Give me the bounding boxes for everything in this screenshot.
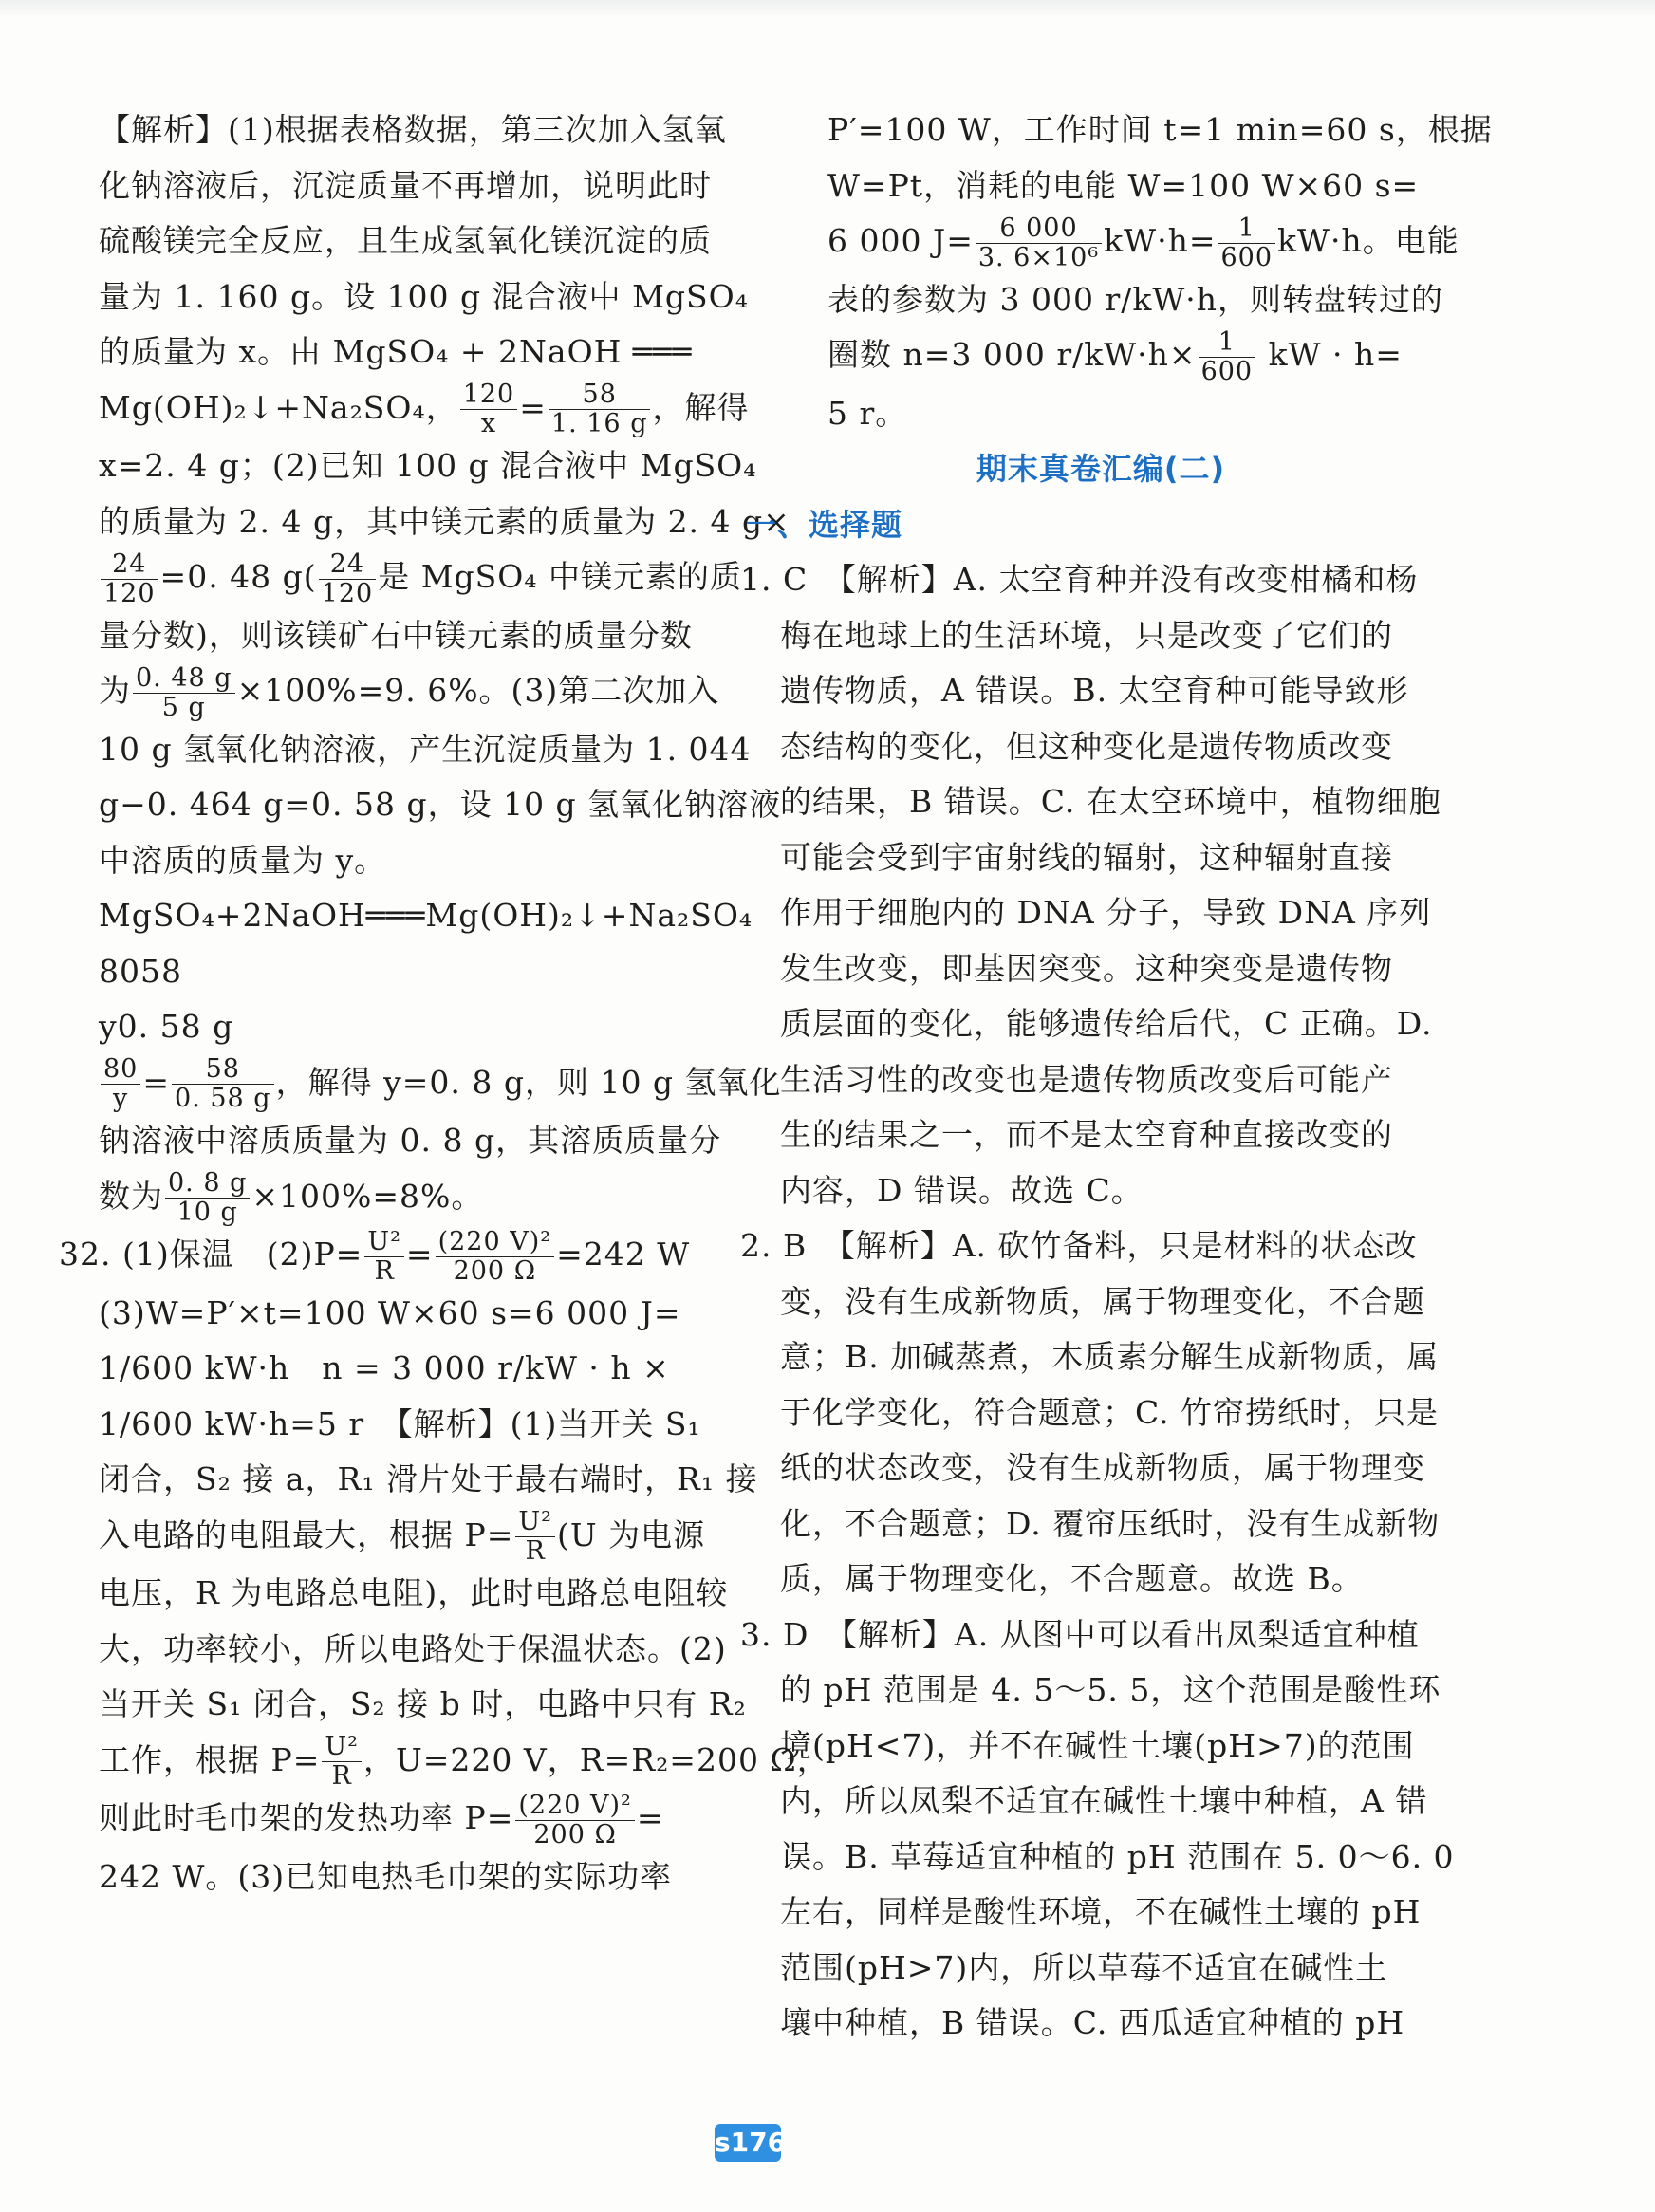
text-line: 的 pH 范围是 4. 5～5. 5，这个范围是酸性环 <box>780 1671 1441 1708</box>
denominator: 200 Ω <box>453 1255 537 1286</box>
eq-text: =242 W <box>556 1236 691 1273</box>
text-line: 的质量为 2. 4 g，其中镁元素的质量为 2. 4 g× <box>99 502 790 540</box>
fraction <box>319 550 377 608</box>
text-line: MgSO₄+2NaOH═══Mg(OH)₂↓+Na₂SO₄ <box>99 897 753 934</box>
question-3 <box>740 1608 1455 2052</box>
denominator: 10 g <box>177 1198 238 1227</box>
text-line: 境(pH<7)，并不在碱性土壤(pH>7)的范围 <box>780 1726 1415 1764</box>
fraction <box>101 1055 140 1113</box>
fraction <box>460 381 518 438</box>
fraction <box>436 1228 555 1286</box>
text-line: 的结果，B 错误。C. 在太空环境中，植物细胞 <box>780 783 1441 820</box>
text-line: 电压，R 为电路总电阻)，此时电路总电阻较 <box>99 1574 729 1611</box>
denominator: 120 <box>103 578 156 608</box>
denominator: 600 <box>1200 356 1254 386</box>
numerator: 1 <box>1218 214 1275 244</box>
equation-line <box>99 1169 697 1228</box>
eq-text: = <box>636 1799 664 1836</box>
text-line: 化钠溶液后，沉淀质量不再增加，说明此时 <box>99 166 712 204</box>
text-line: 化，不合题意；D. 覆帘压纸时，没有生成新物 <box>780 1504 1441 1542</box>
text-line: 壤中种植，B 错误。C. 西瓜适宜种植的 pH <box>780 2004 1405 2041</box>
text-line: (3)W=P′×t=100 W×60 s=6 000 J= <box>99 1293 681 1331</box>
text-line: 表的参数为 3 000 r/kW·h，则转盘转过的 <box>828 280 1444 318</box>
right-column <box>740 102 1493 2052</box>
equation-line: Mg(OH)₂↓+Na₂SO₄， $\frac{120}{x}$ = $\frac{58}{1. 16 g}$ ，解得 <box>99 380 750 438</box>
fraction <box>322 1733 362 1791</box>
text-line: 2. B 【解析】A. 砍竹备料，只是材料的状态改 <box>740 1227 1418 1264</box>
section-subhead: 一、选择题 <box>746 506 903 543</box>
eq-text: kW · h= <box>1257 336 1403 373</box>
text-line: 闭合，S₂ 接 a，R₁ 滑片处于最右端时，R₁ 接 <box>99 1460 758 1497</box>
text-line: 硫酸镁完全反应，且生成氢氧化镁沉淀的质 <box>99 222 712 259</box>
denominator: 1. 16 g <box>550 409 648 438</box>
text-line: 于化学变化，符合题意；C. 竹帘捞纸时，只是 <box>780 1393 1440 1431</box>
ratio-row <box>99 944 697 1000</box>
text-line: W=Pt，消耗的电能 W=100 W×60 s= <box>828 166 1420 204</box>
text-line: 当开关 S₁ 闭合，S₂ 接 b 时，电路中只有 R₂ <box>99 1685 747 1722</box>
denominator: R <box>331 1761 352 1791</box>
equation-line <box>99 548 742 608</box>
numerator: 0. 48 g <box>133 664 235 694</box>
text-line: 中溶质的质量为 y。 <box>99 841 387 879</box>
eq-text: 32. (1)保温 (2)P= <box>59 1236 363 1273</box>
text-line: 遗传物质，A 错误。B. 太空育种可能导致形 <box>780 672 1409 709</box>
text-line: g−0. 464 g=0. 58 g，设 10 g 氢氧化钠溶液 <box>99 786 782 823</box>
denominator: 200 Ω <box>533 1819 617 1850</box>
text-line: 左右，同样是酸性环境，不在碱性土壤的 pH <box>780 1893 1422 1930</box>
text-line: 变，没有生成新物质，属于物理变化，不合题 <box>780 1282 1425 1320</box>
eq-text: 6 000 J= <box>828 222 974 259</box>
fraction <box>1199 328 1256 386</box>
page-number: s176 <box>715 2124 781 2162</box>
eq-text: =0. 48 g( <box>159 558 317 595</box>
numerator: U² <box>322 1733 362 1762</box>
text-line: 1/600 kW·h=5 r 【解析】(1)当开关 S₁ <box>99 1404 701 1442</box>
section-title: 期末真卷汇编(二) <box>976 451 1226 487</box>
text-line: 3. D 【解析】A. 从图中可以看出凤梨适宜种植 <box>740 1615 1420 1653</box>
text-line: 内，所以凤梨不适宜在碱性土壤中种植，A 错 <box>780 1782 1428 1819</box>
fraction <box>364 1228 404 1286</box>
eq-text: 则此时毛巾架的发热功率 P= <box>99 1799 514 1836</box>
eq-text: 数为 <box>99 1177 163 1215</box>
question-1 <box>740 552 1441 1218</box>
fraction <box>165 1169 250 1227</box>
text-line: 梅在地球上的生活环境，只是改变了它们的 <box>780 616 1393 654</box>
ratio-row <box>99 999 697 1055</box>
numerator: U² <box>364 1228 404 1257</box>
equation-line <box>99 1791 697 1850</box>
ratio-cell: 58 <box>140 952 182 990</box>
eq-text: Mg(OH)₂↓+Na₂SO₄， <box>99 388 458 426</box>
equation-line <box>780 213 1460 272</box>
equation-line <box>59 1227 697 1286</box>
fraction <box>976 214 1102 272</box>
denominator: 5 g <box>161 692 206 722</box>
eq-text: ，解得 <box>652 388 750 426</box>
equation-line <box>99 1732 829 1792</box>
text-line: P′=100 W，工作时间 t=1 min=60 s，根据 <box>828 111 1493 148</box>
text-line: x=2. 4 g；(2)已知 100 g 混合液中 MgSO₄ <box>99 447 757 484</box>
text-line: 量分数)，则该镁矿石中镁元素的质量分数 <box>99 616 693 654</box>
numerator: (220 V)² <box>436 1228 555 1257</box>
ratio-cell: 80 <box>99 952 140 990</box>
fraction <box>172 1055 274 1113</box>
numerator: 1 <box>1199 328 1256 358</box>
numerator: 24 <box>319 550 377 580</box>
fraction <box>133 664 235 722</box>
text-line: 发生改变，即基因突变。这种突变是遗传物 <box>780 949 1393 987</box>
eq-text: 为 <box>99 672 131 709</box>
text-line: 生活习性的改变也是遗传物质改变后可能产 <box>780 1060 1393 1098</box>
equation-line <box>99 1507 706 1567</box>
denominator: 3. 6×10⁶ <box>977 242 1100 272</box>
eq-text: kW·h= <box>1104 222 1217 259</box>
numerator: 58 <box>172 1055 274 1085</box>
fraction <box>101 550 158 608</box>
eq-text: ×100%=8%。 <box>251 1177 484 1215</box>
equation-line <box>780 327 1422 386</box>
eq-text: (U 为电源 <box>556 1515 706 1553</box>
eq-text: = <box>405 1236 434 1273</box>
fraction <box>1218 214 1275 272</box>
top-shadow <box>0 0 1655 17</box>
eq-text: ，解得 y=0. 8 g，则 10 g 氢氧化 <box>275 1063 782 1101</box>
text-line: 10 g 氢氧化钠溶液，产生沉淀质量为 1. 044 <box>99 730 752 768</box>
text-line: 生的结果之一，而不是太空育种直接改变的 <box>780 1116 1393 1153</box>
question-2 <box>740 1218 1441 1608</box>
text-line: 意；B. 加碱蒸煮，木质素分解生成新物质，属 <box>780 1338 1440 1375</box>
fraction <box>515 1508 555 1566</box>
fraction <box>549 381 651 438</box>
numerator: 58 <box>549 381 651 410</box>
text-line: 误。B. 草莓适宜种植的 pH 范围在 5. 0～6. 0 <box>780 1837 1455 1875</box>
denominator: R <box>525 1536 546 1566</box>
numerator: U² <box>515 1508 555 1537</box>
text-line: 【解析】(1)根据表格数据，第三次加入氢氧 <box>99 111 727 148</box>
equation-line <box>99 662 720 722</box>
text-line: 大，功率较小，所以电路处于保温状态。(2) <box>99 1629 727 1667</box>
numerator: (220 V)² <box>515 1792 635 1821</box>
equation-line: $\frac{80}{y}$ = $\frac{58}{0. 58 g}$ ，解得 y=0. 8 g，则 10 g 氢氧化 <box>99 1055 697 1114</box>
eq-text: 是 MgSO₄ 中镁元素的质 <box>378 558 742 595</box>
numerator: 6 000 <box>976 214 1102 244</box>
denominator: R <box>374 1255 395 1286</box>
text-line: 242 W。(3)已知电热毛巾架的实际功率 <box>99 1857 673 1895</box>
ratio-cell: y <box>99 1008 118 1045</box>
denominator: 0. 58 g <box>175 1084 271 1113</box>
text-line: 质层面的变化，能够遗传给后代，C 正确。D. <box>780 1005 1433 1042</box>
denominator: 600 <box>1220 242 1274 272</box>
numerator: 0. 8 g <box>165 1169 250 1199</box>
ratio-cell: 0. 58 g <box>117 1008 234 1045</box>
eq-text: 入电路的电阻最大，根据 P= <box>99 1515 514 1553</box>
fraction <box>515 1792 635 1850</box>
text-line: 态结构的变化，但这种变化是遗传物质改变 <box>780 727 1393 765</box>
numerator: 24 <box>101 550 158 580</box>
denominator: y <box>113 1084 129 1113</box>
eq-text: 工作，根据 P= <box>99 1740 321 1778</box>
eq-text: 圈数 n=3 000 r/kW·h× <box>828 336 1197 373</box>
text-line: 的质量为 x。由 MgSO₄ + 2NaOH ═══ <box>99 333 693 370</box>
eq-text: ，U=220 V，R=R₂=200 Ω， <box>363 1740 829 1778</box>
text-line: 1. C 【解析】A. 太空育种并没有改变柑橘和杨 <box>740 561 1419 598</box>
eq-text: kW·h。电能 <box>1277 222 1460 259</box>
text-line: 范围(pH>7)内，所以草莓不适宜在碱性土 <box>780 1948 1388 1986</box>
text-line: 作用于细胞内的 DNA 分子，导致 DNA 序列 <box>780 894 1432 931</box>
text-line: 纸的状态改变，没有生成新物质，属于物理变 <box>780 1449 1425 1486</box>
text-line: 质，属于物理变化，不合题意。故选 B。 <box>780 1560 1364 1597</box>
numerator: 80 <box>101 1055 140 1085</box>
denominator: 120 <box>321 578 374 608</box>
numerator: 120 <box>460 381 518 410</box>
text-line: 内容，D 错误。故选 C。 <box>780 1171 1144 1209</box>
text-line: 量为 1. 160 g。设 100 g 混合液中 MgSO₄ <box>99 277 749 315</box>
text-line: 钠溶液中溶质质量为 0. 8 g，其溶质质量分 <box>99 1122 722 1159</box>
eq-text: ×100%=9. 6%。(3)第二次加入 <box>236 672 720 709</box>
denominator: x <box>480 409 497 438</box>
text-line: 1/600 kW·h n = 3 000 r/kW · h × <box>99 1349 670 1386</box>
text-line: 5 r。 <box>828 394 908 432</box>
text-line: 可能会受到宇宙射线的辐射，这种辐射直接 <box>780 838 1393 876</box>
